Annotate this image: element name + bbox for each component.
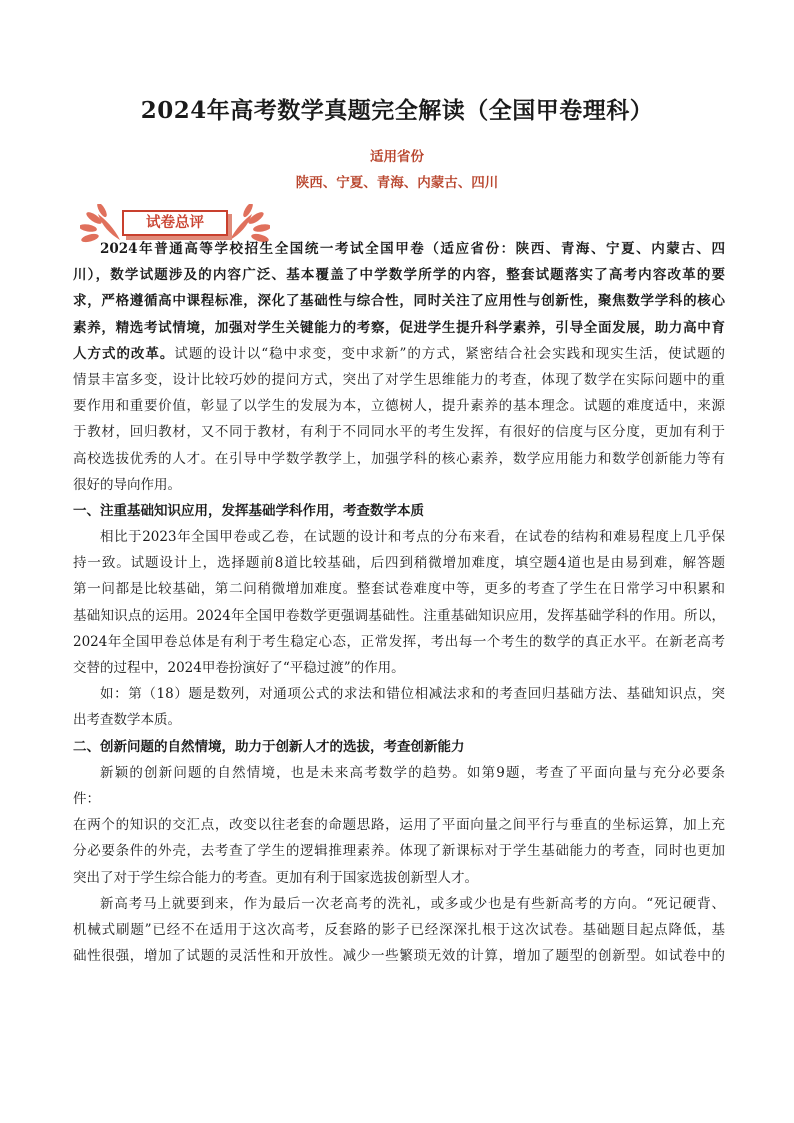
text-line (73, 315, 725, 341)
text-line (73, 917, 725, 943)
text-line (73, 393, 725, 419)
subtitle-label: 适用省份 (370, 149, 424, 165)
text-line (73, 865, 725, 891)
text-run: 一、注重基础知识应用，发挥基础学科作用，考查数学本质 (73, 502, 424, 519)
text-line (73, 288, 725, 314)
text-run: 2024年普通高等学校招生全国统一考试全国甲卷（适应省份：陕西、青海、宁夏、内蒙古、四 (100, 241, 725, 257)
text-run: 新颖的创新问题的自然情境，也是未来高考数学的趋势。如第9题，考查了平面向量与充分必要条 (100, 764, 725, 781)
text-run: 持一致。试题设计上，选择题前8道比较基础，后四到稍微增加难度，填空题4道也是由易到难，解答题 (73, 555, 725, 572)
text-run: 很好的导向作用。 (73, 476, 181, 493)
text-run: 出考查数学本质。 (73, 712, 181, 729)
text-line (73, 419, 725, 445)
text-run: 川），数学试题涉及的内容广泛、基本覆盖了中学数学所学的内容，整套试题落实了高考内容改革的要 (73, 267, 725, 284)
text-run: 求，严格遵循高中课程标准，深化了基础性与综合性，同时关注了应用性与创新性，聚焦数学学科的核心 (73, 293, 725, 310)
text-line (73, 655, 725, 681)
provinces-list: 陕西、宁夏、青海、内蒙古、四川 (295, 175, 499, 191)
text-run: 情景丰富多变，设计比较巧妙的提问方式，突出了对学生思维能力的考查，体现了数学在实际问题中的重 (73, 371, 725, 388)
text-run: 件： (73, 790, 100, 807)
text-run: 础性很强，增加了试题的灵活性和开放性。减少一些繁琐无效的计算，增加了题型的创新型。如试卷中的 (73, 948, 725, 965)
text-line (73, 576, 725, 602)
text-line (73, 472, 725, 498)
text-line (73, 498, 725, 524)
text-line (73, 838, 725, 864)
text-run: 如：第（18）题是数列，对通项公式的求法和错位相减法求和的考查回归基础方法、基础知识点，突 (100, 686, 725, 703)
text-run: 高校选拔优秀的人才。在引导中学数学教学上，加强学科的核心素养，数学应用能力和数学创新能力等有 (73, 450, 725, 467)
section-badge: 试卷总评 (122, 210, 228, 236)
text-line (73, 550, 725, 576)
page-title: 2024年高考数学真题完全解读（全国甲卷理科） (140, 97, 654, 124)
text-line (73, 707, 725, 733)
text-line (73, 681, 725, 707)
text-line (73, 236, 725, 262)
text-run: 2024年全国甲卷总体是有利于考生稳定心态，正常发挥，考出每一个考生的数学的真正水平。在新老高考 (73, 633, 725, 650)
text-run: 在两个的知识的交汇点，改变以往老套的命题思路，运用了平面向量之间平行与垂直的坐标运算，加上充 (73, 817, 725, 834)
text-line (73, 262, 725, 288)
text-run: 基础知识点的运用。2024年全国甲卷数学更强调基础性。注重基础知识应用，发挥基础学科的作用。所以， (73, 607, 725, 624)
text-line (73, 603, 725, 629)
text-run: 要作用和重要价值，彰显了以学生的发展为本，立德树人，提升素养的基本理念。试题的难度适中，来源 (73, 398, 725, 415)
text-run: 机械式刷题”已经不在适用于这次高考，反套路的影子已经深深扎根于这次试卷。基础题目起点降低，基 (73, 921, 725, 938)
text-run: 新高考马上就要到来，作为最后一次老高考的洗礼，或多或少也是有些新高考的方向。“死记硬背、 (100, 895, 725, 912)
text-run: 于教材，回归教材，又不同于教材，有利于不同同水平的考生发挥，有很好的信度与区分度，更加有利于 (73, 424, 725, 441)
text-line (73, 629, 725, 655)
text-line (73, 943, 725, 969)
document-body (73, 236, 725, 969)
text-run: 素养，精选考试情境，加强对学生关键能力的考察，促进学生提升科学素养，引导全面发展，助力高中育 (73, 319, 725, 336)
text-run: 分必要条件的外壳，去考查了学生的逻辑推理素养。体现了新课标对于学生基础能力的考查，同时也更加 (73, 843, 725, 860)
text-run: 第一问都是比较基础，第二问稍微增加难度。整套试卷难度中等，更多的考查了学生在日常学习中积累和 (73, 581, 725, 598)
text-run: 二、创新问题的自然情境，助力于创新人才的选拔，考查创新能力 (73, 738, 465, 755)
text-line (73, 446, 725, 472)
text-line (73, 812, 725, 838)
bold-run: 人方式的改革。 (73, 345, 175, 362)
text-line (73, 341, 725, 367)
text-line (73, 891, 725, 917)
text-line (73, 760, 725, 786)
text-line (73, 786, 725, 812)
text-line (73, 524, 725, 550)
text-run: 相比于2023年全国甲卷或乙卷，在试题的设计和考点的分布来看，在试卷的结构和难易程度上几乎保 (100, 529, 725, 546)
text-line (73, 734, 725, 760)
text-run: 试题的设计以“稳中求变，变中求新”的方式，紧密结合社会实践和现实生活，使试题的 (174, 345, 725, 362)
text-line (73, 367, 725, 393)
text-run: 交替的过程中，2024甲卷扮演好了“平稳过渡”的作用。 (73, 660, 405, 676)
text-run: 突出了对于学生综合能力的考查。更加有利于国家选拔创新型人才。 (73, 869, 478, 886)
